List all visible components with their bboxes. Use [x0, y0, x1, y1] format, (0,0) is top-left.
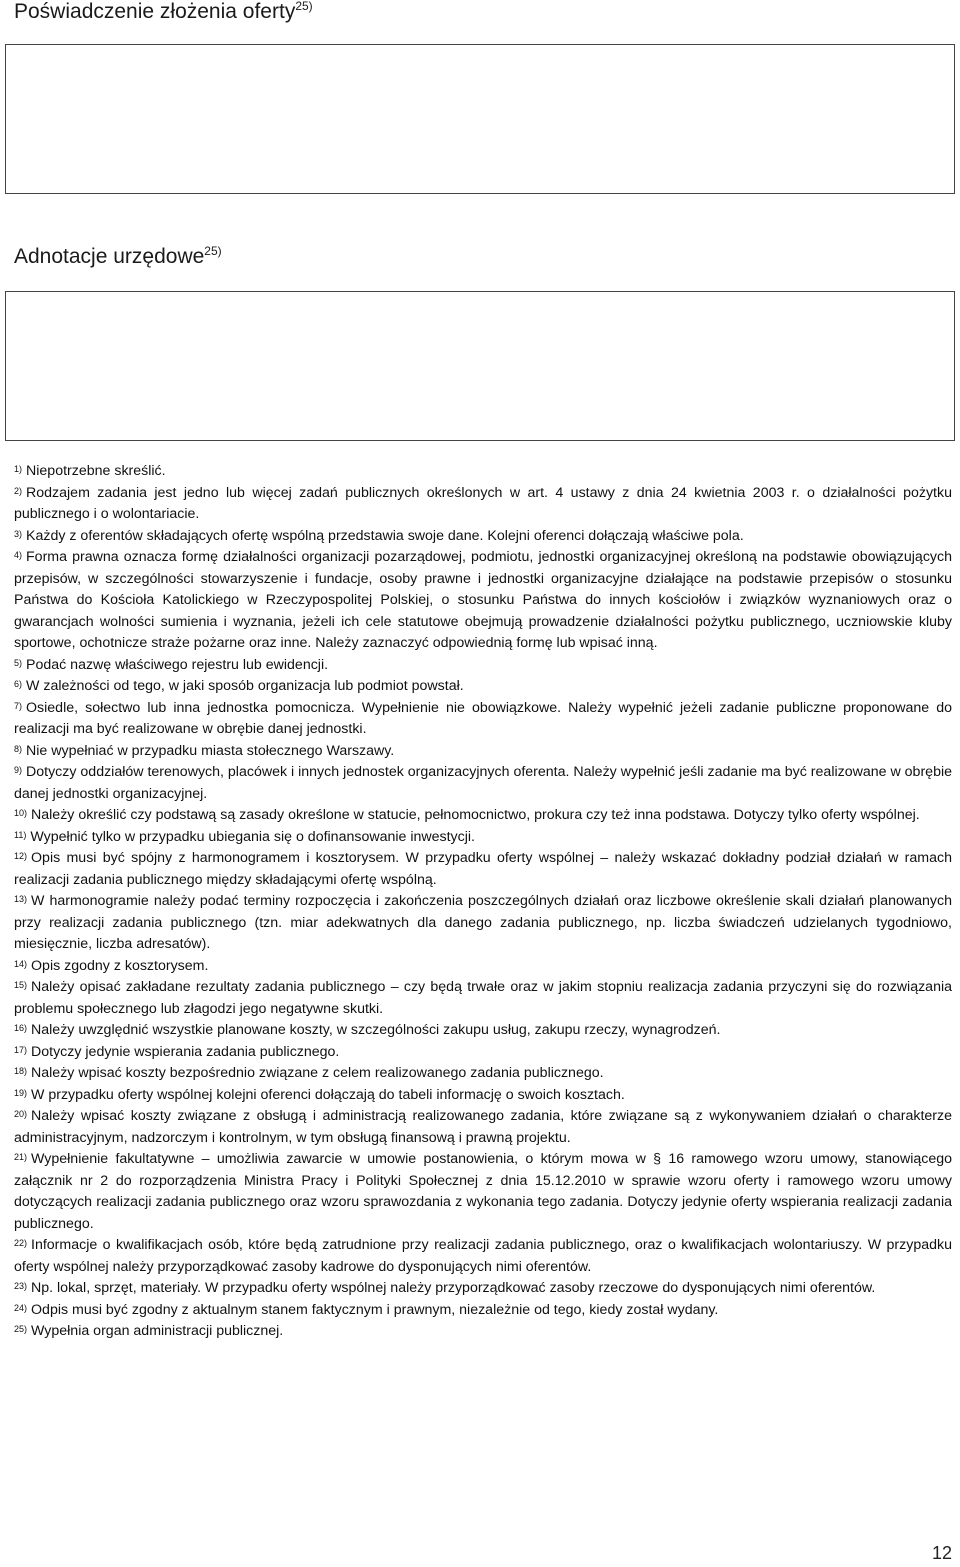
footnote-number: 8) — [14, 743, 23, 754]
footnote-text: Wypełnienie fakultatywne – umożliwia zawarcie w umowie postanowienia, o którym mowa w § 16 ramowego wzoru umowy, stanowiącego załącznik nr 2 do rozporządzenia Ministra Pracy i Polityki Społecznej z dnia 15.12.2010 w sprawie wzoru oferty i ramowego wzoru umowy dotyczących realizacji zadania publicznego oraz wzoru sprawozdania z wykonania tego zadania. Dotyczy jedynie oferty wspierania realizacji zadania publicznego. — [14, 1151, 952, 1232]
footnote-text: Osiedle, sołectwo lub inna jednostka pomocnicza. Wypełnienie nie obowiązkowe. Należy wypełnić jeżeli zadanie publiczne proponowane do realizacji ma być realizowane w obrębie danej jednostki. — [14, 699, 952, 737]
footnote-ref: 25) — [295, 0, 313, 13]
footnote-text: Należy uwzględnić wszystkie planowane koszty, w szczególności zakupu usług, zakupu rzeczy, wynagrodzeń. — [31, 1022, 721, 1038]
footnote-item — [14, 1042, 952, 1064]
footnote-item — [14, 891, 952, 956]
footnote-number: 6) — [14, 679, 23, 689]
footnote-number: 14) — [14, 958, 28, 969]
footnote-item — [14, 526, 952, 548]
oswiadczenie-field[interactable] — [5, 44, 955, 194]
footnote-item — [14, 655, 952, 677]
footnote-number: 22) — [14, 1238, 28, 1248]
footnote-text: Każdy z oferentów składających ofertę wspólną przedstawia swoje dane. Kolejni oferenci dołączają właściwe pola. — [26, 527, 744, 544]
footnote-text: Należy wpisać koszty związane z obsługą i administracją realizowanego zadania, które związane są z wykonywaniem działań o charakterze administracyjnym, nadzorczym i kontrolnym, w tym obsługą finansową i prawną projektu. — [14, 1108, 952, 1146]
footnote-text: W zależności od tego, w jaki sposób organizacja lub podmiot powstał. — [26, 678, 464, 694]
footnote-item — [14, 848, 952, 891]
footnote-number: 9) — [14, 765, 23, 775]
footnote-item — [14, 1278, 952, 1300]
footnote-number: 20) — [14, 1109, 28, 1119]
footnote-number: 11) — [14, 829, 27, 840]
footnote-number: 19) — [14, 1087, 28, 1098]
footnote-text: Opis musi być spójny z harmonogramem i kosztorysem. W przypadku oferty wspólnej – należy wskazać dokładny podział działań w ramach realizacji zadania publicznego między składającymi ofertę wspólną. — [14, 850, 952, 888]
footnote-number: 24) — [14, 1302, 28, 1313]
footnote-number: 21) — [14, 1152, 28, 1162]
footnote-number: 7) — [14, 700, 23, 711]
footnote-item — [14, 805, 952, 827]
footnote-number: 17) — [14, 1044, 28, 1055]
footnote-number: 1) — [14, 464, 23, 474]
footnote-number: 10) — [14, 808, 28, 818]
footnote-number: 12) — [14, 851, 28, 861]
footnote-item — [14, 1020, 952, 1042]
footnote-text: Wypełnić tylko w przypadku ubiegania się o dofinansowanie inwestycji. — [30, 828, 475, 845]
footnote-item — [14, 1300, 952, 1322]
section-title-adnotacje — [14, 245, 222, 269]
footnote-number: 5) — [14, 657, 23, 668]
footnote-text: Nie wypełniać w przypadku miasta stołecznego Warszawy. — [26, 742, 395, 759]
footnote-text: Forma prawna oznacza formę działalności organizacji pozarządowej, podmiotu, jednostki organizacyjnej określoną na podstawie obowiązujących przepisów, w szczególności stowarzyszenie i fundacje, osoby prawne i jednostki organizacyjne działające na podstawie przepisów o stosunku Państwa do Kościoła Katolickiego w Rzeczypospolitej Polskiej, o stosunku Państwa do innych kościołów i związków wyznaniowych oraz o gwarancjach wolności sumienia i wyznania, jeżeli ich cele statutowe obejmują prowadzenie działalności pożytku publicznego, uczniowskie kluby sportowe, ochotnicze straże pożarne oraz inne. Należy zaznaczyć odpowiednią formę lub wpisać inną. — [14, 549, 952, 651]
footnote-item — [14, 461, 952, 483]
footnote-item — [14, 741, 952, 763]
footnote-item — [14, 762, 952, 805]
footnote-text: Należy określić czy podstawą są zasady określone w statucie, pełnomocnictwo, prokura czy też inna podstawa. Dotyczy tylko oferty wspólnej. — [31, 807, 920, 823]
footnote-number: 13) — [14, 894, 28, 904]
footnote-item — [14, 483, 952, 526]
footnote-item — [14, 1063, 952, 1085]
footnote-text: Należy opisać zakładane rezultaty zadania publicznego – czy będą trwałe oraz w jakim stopniu realizacja zadania przyczyni się do rozwiązania problemu społecznego lub złagodzi jego negatywne skutki. — [14, 979, 952, 1017]
footnote-item — [14, 1149, 952, 1235]
footnote-text: Wypełnia organ administracji publicznej. — [31, 1323, 284, 1339]
footnotes-list — [14, 461, 952, 1343]
footnote-text: Dotyczy jedynie wspierania zadania publicznego. — [31, 1043, 340, 1060]
footnote-item — [14, 1235, 952, 1278]
footnote-ref: 25) — [204, 244, 222, 258]
footnote-item — [14, 1106, 952, 1149]
footnote-text: Podać nazwę właściwego rejestru lub ewidencji. — [26, 656, 329, 673]
footnote-item — [14, 676, 952, 698]
adnotacje-field[interactable] — [5, 291, 955, 441]
footnote-number: 16) — [14, 1023, 28, 1033]
section-title-oswiadczenie — [14, 0, 313, 24]
section-title-text: Adnotacje urzędowe — [14, 245, 205, 268]
footnote-text: Rodzajem zadania jest jedno lub więcej zadań publicznych określonych w art. 4 ustawy z dnia 24 kwietnia 2003 r. o działalności pożytku publicznego i o wolontariacie. — [14, 484, 952, 522]
footnote-number: 23) — [14, 1281, 28, 1291]
footnote-number: 2) — [14, 485, 23, 496]
footnote-text: Informacje o kwalifikacjach osób, które będą zatrudnione przy realizacji zadania publicznego, oraz o kwalifikacjach wolontariuszy. W przypadku oferty wspólnej należy przyporządkować zasoby kadrowe do dysponujących nimi oferentów. — [14, 1237, 952, 1275]
footnote-item — [14, 1085, 952, 1107]
footnote-number: 4) — [14, 550, 23, 560]
footnote-text: Opis zgodny z kosztorysem. — [31, 957, 209, 974]
page-number: 12 — [931, 1543, 952, 1563]
footnote-number: 3) — [14, 528, 23, 539]
footnote-text: Dotyczy oddziałów terenowych, placówek i innych jednostek organizacyjnych oferenta. Należy wypełnić jeśli zadanie ma być realizowane w obrębie danej jednostki organizacyjnej. — [14, 764, 952, 802]
footnote-text: Np. lokal, sprzęt, materiały. W przypadku oferty wspólnej należy przyporządkować zasoby rzeczowe do dysponujących nimi oferentów. — [31, 1280, 876, 1296]
section-title-text: Poświadczenie złożenia oferty — [14, 0, 296, 23]
footnote-number: 25) — [14, 1324, 28, 1334]
footnote-item — [14, 977, 952, 1020]
footnote-text: Niepotrzebne skreślić. — [26, 463, 166, 479]
footnote-item — [14, 956, 952, 978]
footnote-number: 15) — [14, 980, 28, 990]
footnote-item — [14, 698, 952, 741]
footnote-number: 18) — [14, 1066, 28, 1076]
footnote-item — [14, 827, 952, 849]
footnote-text: W przypadku oferty wspólnej kolejni oferenci dołączają do tabeli informację o swoich kosztach. — [31, 1086, 625, 1103]
footnote-item — [14, 547, 952, 655]
footnote-text: W harmonogramie należy podać terminy rozpoczęcia i zakończenia poszczególnych działań oraz liczbowe określenie skali działań planowanych przy realizacji zadania publicznego (tzn. miar adekwatnych dla danego zadania publicznego, np. liczba świadczeń udzielanych tygodniowo, miesięcznie, liczba adresatów). — [14, 893, 952, 952]
footnote-text: Odpis musi być zgodny z aktualnym stanem faktycznym i prawnym, niezależnie od tego, kiedy został wydany. — [31, 1301, 719, 1318]
footnote-item — [14, 1321, 952, 1343]
footnote-text: Należy wpisać koszty bezpośrednio związane z celem realizowanego zadania publicznego. — [31, 1065, 604, 1081]
